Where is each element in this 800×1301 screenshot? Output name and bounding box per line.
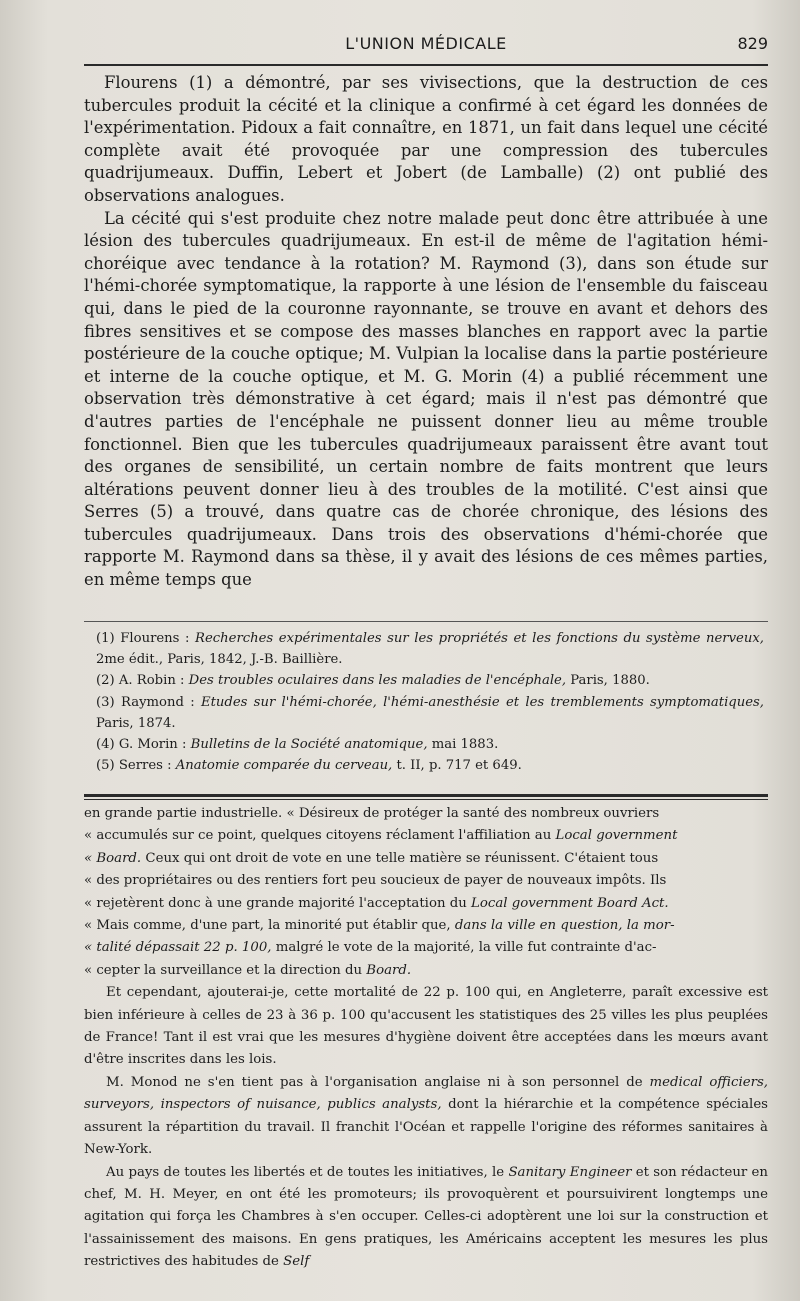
journal-title: L'UNION MÉDICALE: [345, 34, 507, 53]
lower-article: [84, 803, 768, 1274]
footnote-2: (2) A. Robin : Des troubles oculaires dans les maladies de l'encéphale, Paris, 1880.: [96, 673, 650, 689]
paragraph-2: La cécité qui s'est produite chez notre malade peut donc être attribuée à une lésion des tubercules quadrijumeaux. En est-il de même de l'agitation hémi-choréique avec tendance à la rotation? M. Raymond (3), dans son étude sur l'hémi-chorée symptomatique, la rapporte à une lésion de l'ensemble du faisceau qui, dans le pied de la couronne rayonnante, se trouve en avant et dehors des fibres sensitives et se compose des masses blanches en rapport avec la partie postérieure de la couche optique; M. Vulpian la localise dans la partie postérieure et interne de la couche optique, et M. G. Morin (4) a publié récemment une observation très démonstrative à cet égard; mais il n'est pas démontré que d'autres parties de l'encéphale ne puissent donner lieu au même trouble fonctionnel. Bien que les tubercules quadrijumeaux paraissent être avant tout des organes de sensibilité, un certain nombre de faits montrent que leurs altérations peuvent donner lieu à des troubles de la motilité. C'est ainsi que Serres (5) a trouvé, dans quatre cas de chorée chronique, des lésions des tubercules quadrijumeaux. Dans trois des observations d'hémi-chorée que rapporte M. Raymond dans sa thèse, il y avait des lésions de ces mêmes parties, en même temps que: [84, 208, 768, 590]
footnote-1: (1) Flourens : Recherches expérimentales sur les propriétés et les fonctions du système nerveux, 2me édit., Paris, 1842, J.-B. Baillière.: [96, 631, 764, 668]
footnote-separator: [84, 621, 768, 622]
section-rule-thin: [84, 799, 768, 800]
main-text: [84, 72, 768, 592]
section-rule-thick: [84, 794, 768, 797]
running-header: [84, 30, 768, 64]
header-rule: [84, 64, 768, 66]
lower-paragraph-3: M. Monod ne s'en tient pas à l'organisation anglaise ni à son personnel de medical officiers, surveyors, inspectors of nuisance, publics analysts, dont la hiérarchie et la compétence spéciales assurent la répartition du travail. Il franchit l'Océan et rappelle l'origine des réformes sanitaires à New-York.: [84, 1074, 769, 1158]
footnotes: [96, 628, 764, 776]
footnote-3: (3) Raymond : Etudes sur l'hémi-chorée, l'hémi-anesthésie et les tremblements symptomatiques, Paris, 1874.: [96, 694, 764, 731]
lower-paragraph-2: Et cependant, ajouterai-je, cette mortalité de 22 p. 100 qui, en Angleterre, paraît excessive est bien inférieure à celles de 23 à 36 p. 100 qu'accusent les statistiques des 25 villes les plus peuplées de France! Tant il est vrai que les mesures d'hygiène doivent être acceptées dans les mœurs avant d'être inscrites dans les lois.: [84, 985, 768, 1068]
lower-paragraph-4: Au pays de toutes les libertés et de toutes les initiatives, le Sanitary Engineer et son rédacteur en chef, M. H. Meyer, en ont été les promoteurs; ils provoquèrent et poursuivirent longtemps une agitation qui força les Chambres à s'en occuper. Celles-ci adoptèrent une loi sur la construction et l'assainissement des maisons. En gens pratiques, les Américains acceptent les mesures les plus restrictives des habitudes de Self: [84, 1164, 768, 1270]
footnote-4: (4) G. Morin : Bulletins de la Société anatomique, mai 1883.: [96, 737, 499, 753]
footnote-5: (5) Serres : Anatomie comparée du cerveau, t. II, p. 717 et 649.: [96, 758, 522, 774]
paragraph-1: Flourens (1) a démontré, par ses vivisections, que la destruction de ces tubercules produit la cécité et la clinique a confirmé à cet égard les données de l'expérimentation. Pidoux a fait connaître, en 1871, un fait dans lequel une cécité complète avait été provoquée par une compression des tubercules quadrijumeaux. Duffin, Lebert et Jobert (de Lamballe) (2) ont publié des observations analogues.: [84, 73, 768, 205]
lower-paragraph-1: en grande partie industrielle. « Désireux de protéger la santé des nombreux ouvriers « accumulés sur ce point, quelques citoyens réclament l'affiliation au Local government « Board. Ceux qui ont droit de vote en une telle matière se réunissent. C'étaient tous « des propriétaires ou des rentiers fort peu soucieux de payer de nouveaux impôts. Ils « rejetèrent donc à une grande majorité l'acceptation du Local government Board Act. « Mais comme, d'une part, la minorité put établir que, dans la ville en question, la mor- « talité dépassait 22 p. 100, malgré le vote de la majorité, la ville fut contrainte d'ac- « cepter la surveillance et la direction du Board.: [84, 806, 678, 978]
page-number: 829: [737, 34, 768, 53]
